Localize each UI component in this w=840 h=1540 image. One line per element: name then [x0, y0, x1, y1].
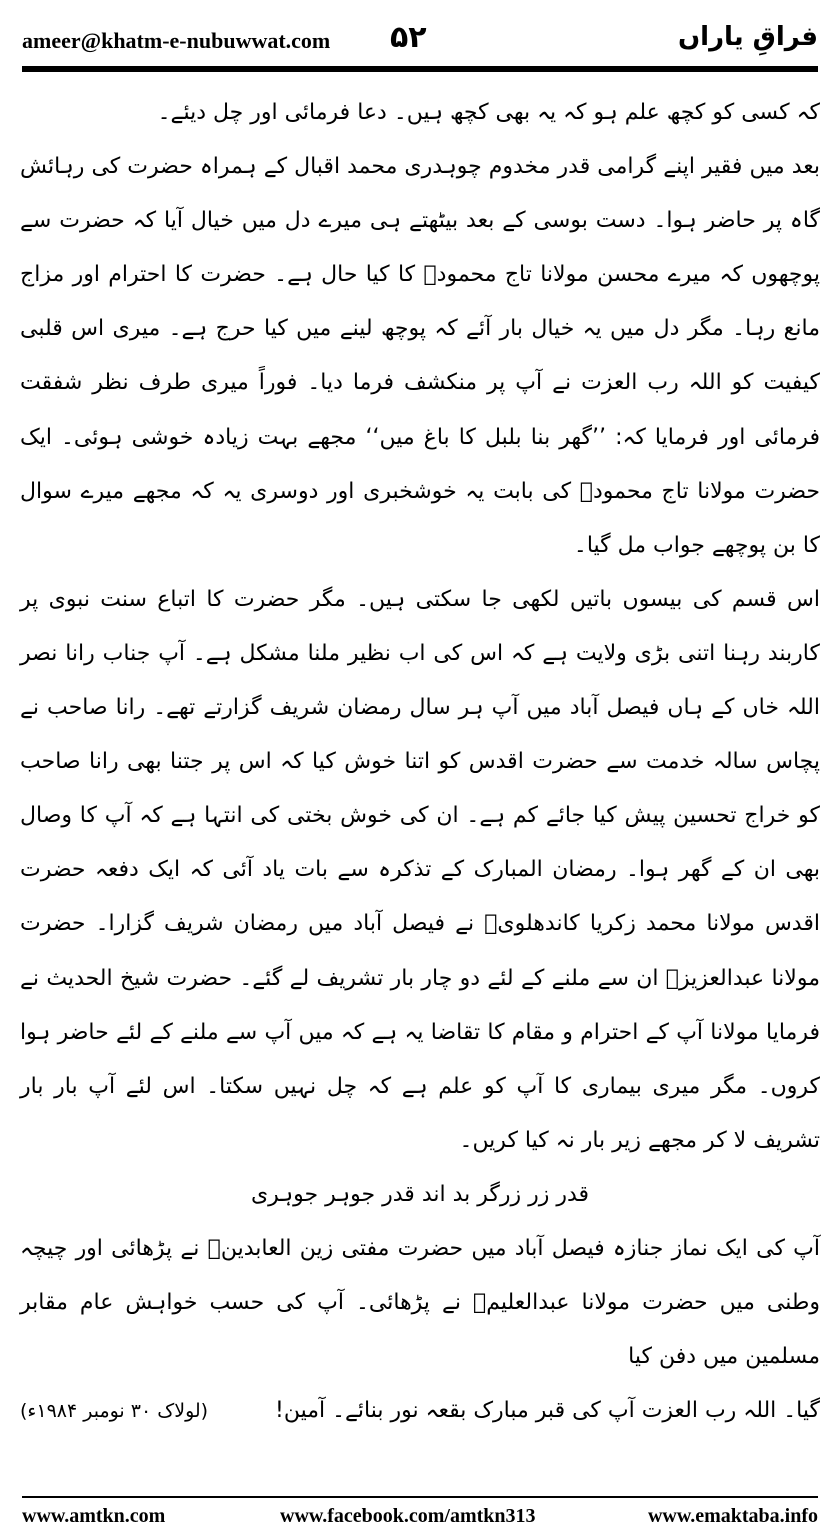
page-number: ۵۲ [390, 20, 427, 55]
persian-verse: قدر زر زرگر بد اند قدر جوہر جوہری [250, 1181, 590, 1207]
page-body [20, 86, 820, 1438]
paragraph-3: اس قسم کی بیسوں باتیں لکھی جا سکتی ہیں۔ مگر حضرت کا اتباع سنت نبوی پر کاربند رہنا اتنی بڑی ولایت ہے کہ اس کی اب نظیر ملنا مشکل ہے۔ آپ جناب رانا نصر اللہ خاں کے ہاں فیصل آباد میں آپ ہر سال رمضان شریف گزارتے تھے۔ رانا صاحب نے پچاس سالہ خدمت سے حضرت اقدس کو اتنا خوش کیا کہ اس پر جتنا بھی رانا صاحب کو خراج تحسین پیش کیا جائے کم ہے۔ ان کی خوش بختی کی انتہا ہے کہ آپ کا وصال بھی ان کے گھر ہوا۔ رمضان المبارک کے تذکرہ سے بات یاد آئی کہ ایک دفعہ حضرت اقدس مولانا محمد زکریا کاندھلویؒ نے فیصل آباد میں رمضان شریف گزارا۔ حضرت مولانا عبدالعزیزؒ ان سے ملنے کے لئے دو چار بار تشریف لے گئے۔ حضرت شیخ الحدیث نے فرمایا مولانا آپ کے احترام و مقام کا تقاضا یہ ہے کہ میں آپ سے ملنے کے لئے حاضر ہوا کروں۔ مگر میری بیماری کا آپ کو علم ہے کہ چل نہیں سکتا۔ اس لئے آپ بار بار تشریف لا کر مجھے زیر بار نہ کیا کریں۔ [20, 586, 820, 1153]
footer-rule [22, 1496, 818, 1498]
paragraph-1: کہ کسی کو کچھ علم ہو کہ یہ بھی کچھ ہیں۔ دعا فرمائی اور چل دیئے۔ [157, 100, 820, 125]
header-email[interactable]: ameer@khatm-e-nubuwwat.com [22, 28, 331, 53]
footer-link-amtkn[interactable]: www.amtkn.com [22, 1505, 166, 1527]
book-title: فراقِ یاراں [677, 22, 818, 52]
paragraph-4: آپ کی ایک نماز جنازہ فیصل آباد میں حضرت مفتی زین العابدینؒ نے پڑھائی اور چیچہ وطنی میں حضرت مولانا عبدالعلیمؒ نے پڑھائی۔ آپ کی حسب خواہش عام مقابر مسلمین میں دفن کیا [20, 1235, 820, 1370]
closing-line [20, 1384, 820, 1438]
paragraph-2: بعد میں فقیر اپنے گرامی قدر مخدوم چوہدری محمد اقبال کے ہمراہ حضرت کی رہائش گاہ پر حاضر ہوا۔ دست بوسی کے بعد بیٹھتے ہی میرے دل میں خیال آیا کہ حضرت سے پوچھوں کہ میرے محسن مولانا تاج محمودؒ کا کیا حال ہے۔ حضرت کا احترام اور مزاج مانع رہا۔ مگر دل میں یہ خیال بار آئے کہ پوچھ لینے میں کیا حرج ہے۔ میری اس قلبی کیفیت کو اللہ رب العزت نے آپ پر منکشف فرما دیا۔ فوراً میری طرف نظر شفقت فرمائی اور فرمایا کہ: ’’گھر بنا بلبل کا باغ میں‘‘ مجھے بہت زیادہ خوشی ہوئی۔ ایک حضرت مولانا تاج محمودؒ کی بابت یہ خوشخبری اور دوسری یہ کہ مجھے میرے سوال کا بن پوچھے جواب مل گیا۔ [20, 154, 820, 558]
footer-link-emaktaba[interactable]: www.emaktaba.info [647, 1505, 818, 1527]
footer-link-facebook[interactable]: www.facebook.com/amtkn313 [280, 1505, 536, 1527]
page-header [22, 14, 818, 60]
closing-prayer: گیا۔ اللہ رب العزت آپ کی قبر مبارک بقعہ نور بنائے۔ آمین! [275, 1398, 820, 1424]
source-reference: (لولاک ۳۰ نومبر ۱۹۸۴ء) [20, 1400, 209, 1423]
header-rule [22, 66, 818, 72]
page-footer [22, 1505, 818, 1531]
